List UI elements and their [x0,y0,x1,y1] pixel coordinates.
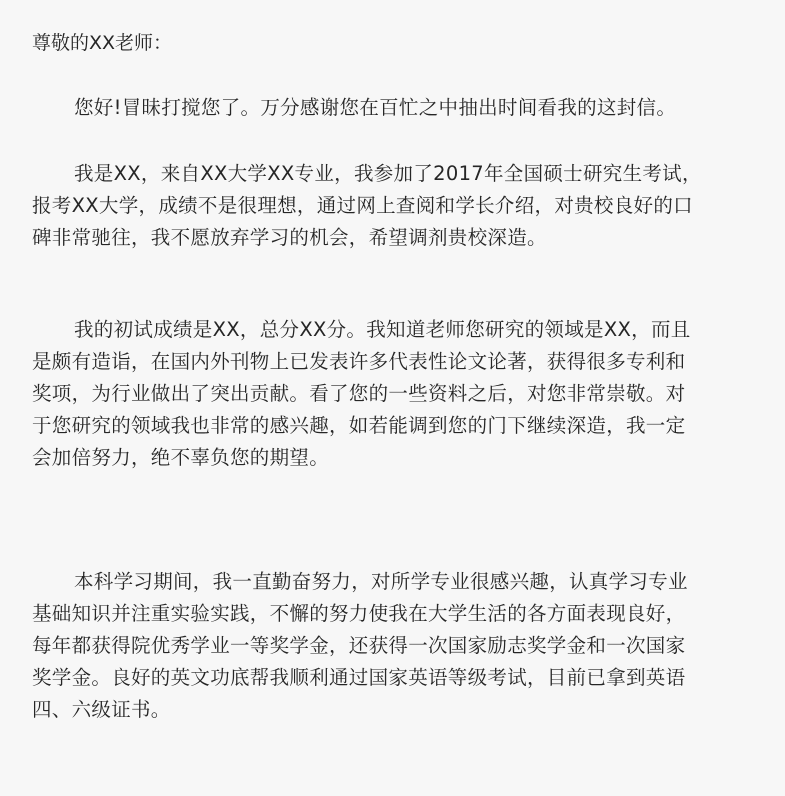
paragraph-line: 奖学金。良好的英文功底帮我顺利通过国家英语等级考试，目前已拿到英语 [32,666,686,689]
paragraph-line: 我的初试成绩是XX，总分XX分。我知道老师您研究的领域是XX，而且 [74,318,691,341]
paragraph-line: 于您研究的领域我也非常的感兴趣，如若能调到您的门下继续深造，我一定 [32,414,686,437]
paragraph-line: 每年都获得院优秀学业一等奖学金，还获得一次国家励志奖学金和一次国家 [32,634,686,657]
paragraph-line: 报考XX大学，成绩不是很理想，通过网上查阅和学长介绍，对贵校良好的口 [32,194,693,217]
paragraph-introduction [32,158,752,254]
paragraph-line: 奖项，为行业做出了突出贡献。看了您的一些资料之后，对您非常崇敬。对 [32,382,686,405]
paragraph-line: 碑非常驰往，我不愿放弃学习的机会，希望调剂贵校深造。 [32,226,547,249]
paragraph-undergraduate-record [32,566,752,726]
paragraph-line: 您好!冒昧打搅您了。万分感谢您在百忙之中抽出时间看我的这封信。 [74,96,677,119]
paragraph-line: 本科学习期间，我一直勤奋努力，对所学专业很感兴趣，认真学习专业 [74,570,688,593]
paragraph-line: 基础知识并注重实验实践，不懈的努力使我在大学生活的各方面表现良好， [32,602,686,625]
paragraph-line: 我是XX，来自XX大学XX专业，我参加了2017年全国硕士研究生考试， [74,162,702,185]
salutation: 尊敬的XX老师： [32,32,173,54]
paragraph-scores-and-interest [32,314,752,474]
paragraph-line: 是颇有造诣，在国内外刊物上已发表许多代表性论文论著，获得很多专利和 [32,350,686,373]
paragraph-greeting [32,92,752,124]
paragraph-line: 四、六级证书。 [32,698,171,721]
paragraph-line: 会加倍努力，绝不辜负您的期望。 [32,446,330,469]
